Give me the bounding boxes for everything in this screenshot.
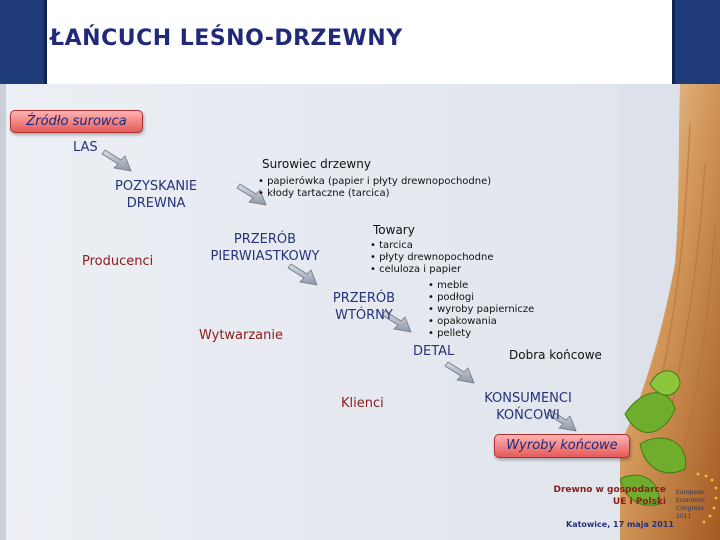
stage-pozyskanie-line1: POZYSKANIE [115, 179, 198, 194]
stage-konsumenci [470, 390, 586, 424]
congress-logo [672, 472, 718, 536]
stage-pozyskanie [115, 178, 197, 212]
group-dobra-list [428, 280, 534, 340]
list-item: • celuloza i papier [370, 264, 494, 276]
stage-pozyskanie-line2: DREWNA [126, 196, 186, 211]
stage-las: LAS [73, 140, 98, 155]
stage-konsumenci-line1: KONSUMENCI [484, 391, 572, 406]
group-towary-title: Towary [373, 223, 415, 237]
group-surowiec-title: Surowiec drzewny [262, 157, 371, 171]
stage-przerob-pierwiastkowy [200, 231, 330, 265]
group-dobra-title: Dobra końcowe [509, 348, 602, 362]
logo-text-3: Congress [676, 505, 704, 512]
page-title: ŁAŃCUCH LEŚNO-DRZEWNY [50, 26, 403, 51]
final-products-label: Wyroby końcowe [506, 438, 618, 453]
footer-location: Katowice, 17 maja 2011 [566, 520, 674, 529]
stage-detal: DETAL [413, 344, 455, 359]
list-item: • płyty drewnopochodne [370, 252, 494, 264]
list-item: • podłogi [428, 292, 534, 304]
footer-caption [540, 484, 666, 508]
actor-producenci: Producenci [82, 254, 154, 269]
footer-caption-line1: Drewno w gospodarce [553, 485, 666, 495]
congress-logo-icon [672, 472, 718, 536]
stage-przerob2-line1: PRZERÓB [332, 291, 396, 306]
group-surowiec-list [258, 176, 491, 200]
stage-przerob2-line2: WTÓRNY [335, 308, 393, 323]
list-item: • papierówka (papier i płyty drewnopochodne) [258, 176, 491, 188]
logo-text-4: 2011 [676, 513, 692, 520]
stage-konsumenci-line2: KOŃCOWI [496, 408, 560, 423]
group-towary-list [370, 240, 494, 276]
actor-wytwarzanie: Wytwarzanie [199, 328, 283, 343]
source-box-label: Źródło surowca [26, 114, 127, 129]
list-item: • tarcica [370, 240, 494, 252]
stage-przerob1-line2: PIERWIASTKOWY [210, 249, 320, 264]
footer-caption-line2: UE i Polski [612, 497, 666, 507]
list-item: • pellety [428, 328, 534, 340]
list-item: • kłody tartaczne (tarcica) [258, 188, 491, 200]
stage-przerob1-line1: PRZERÓB [233, 232, 297, 247]
arrow-icon [288, 264, 317, 285]
logo-text-2: Economic [676, 497, 706, 504]
list-item: • wyroby papiernicze [428, 304, 534, 316]
logo-text-1: European [676, 489, 705, 496]
actor-klienci: Klienci [341, 396, 384, 411]
list-item: • opakowania [428, 316, 534, 328]
arrow-icon [445, 362, 474, 383]
arrow-icon [102, 150, 131, 171]
list-item: • meble [428, 280, 534, 292]
final-products-box [494, 434, 630, 458]
stage-przerob-wtorny [322, 290, 406, 324]
